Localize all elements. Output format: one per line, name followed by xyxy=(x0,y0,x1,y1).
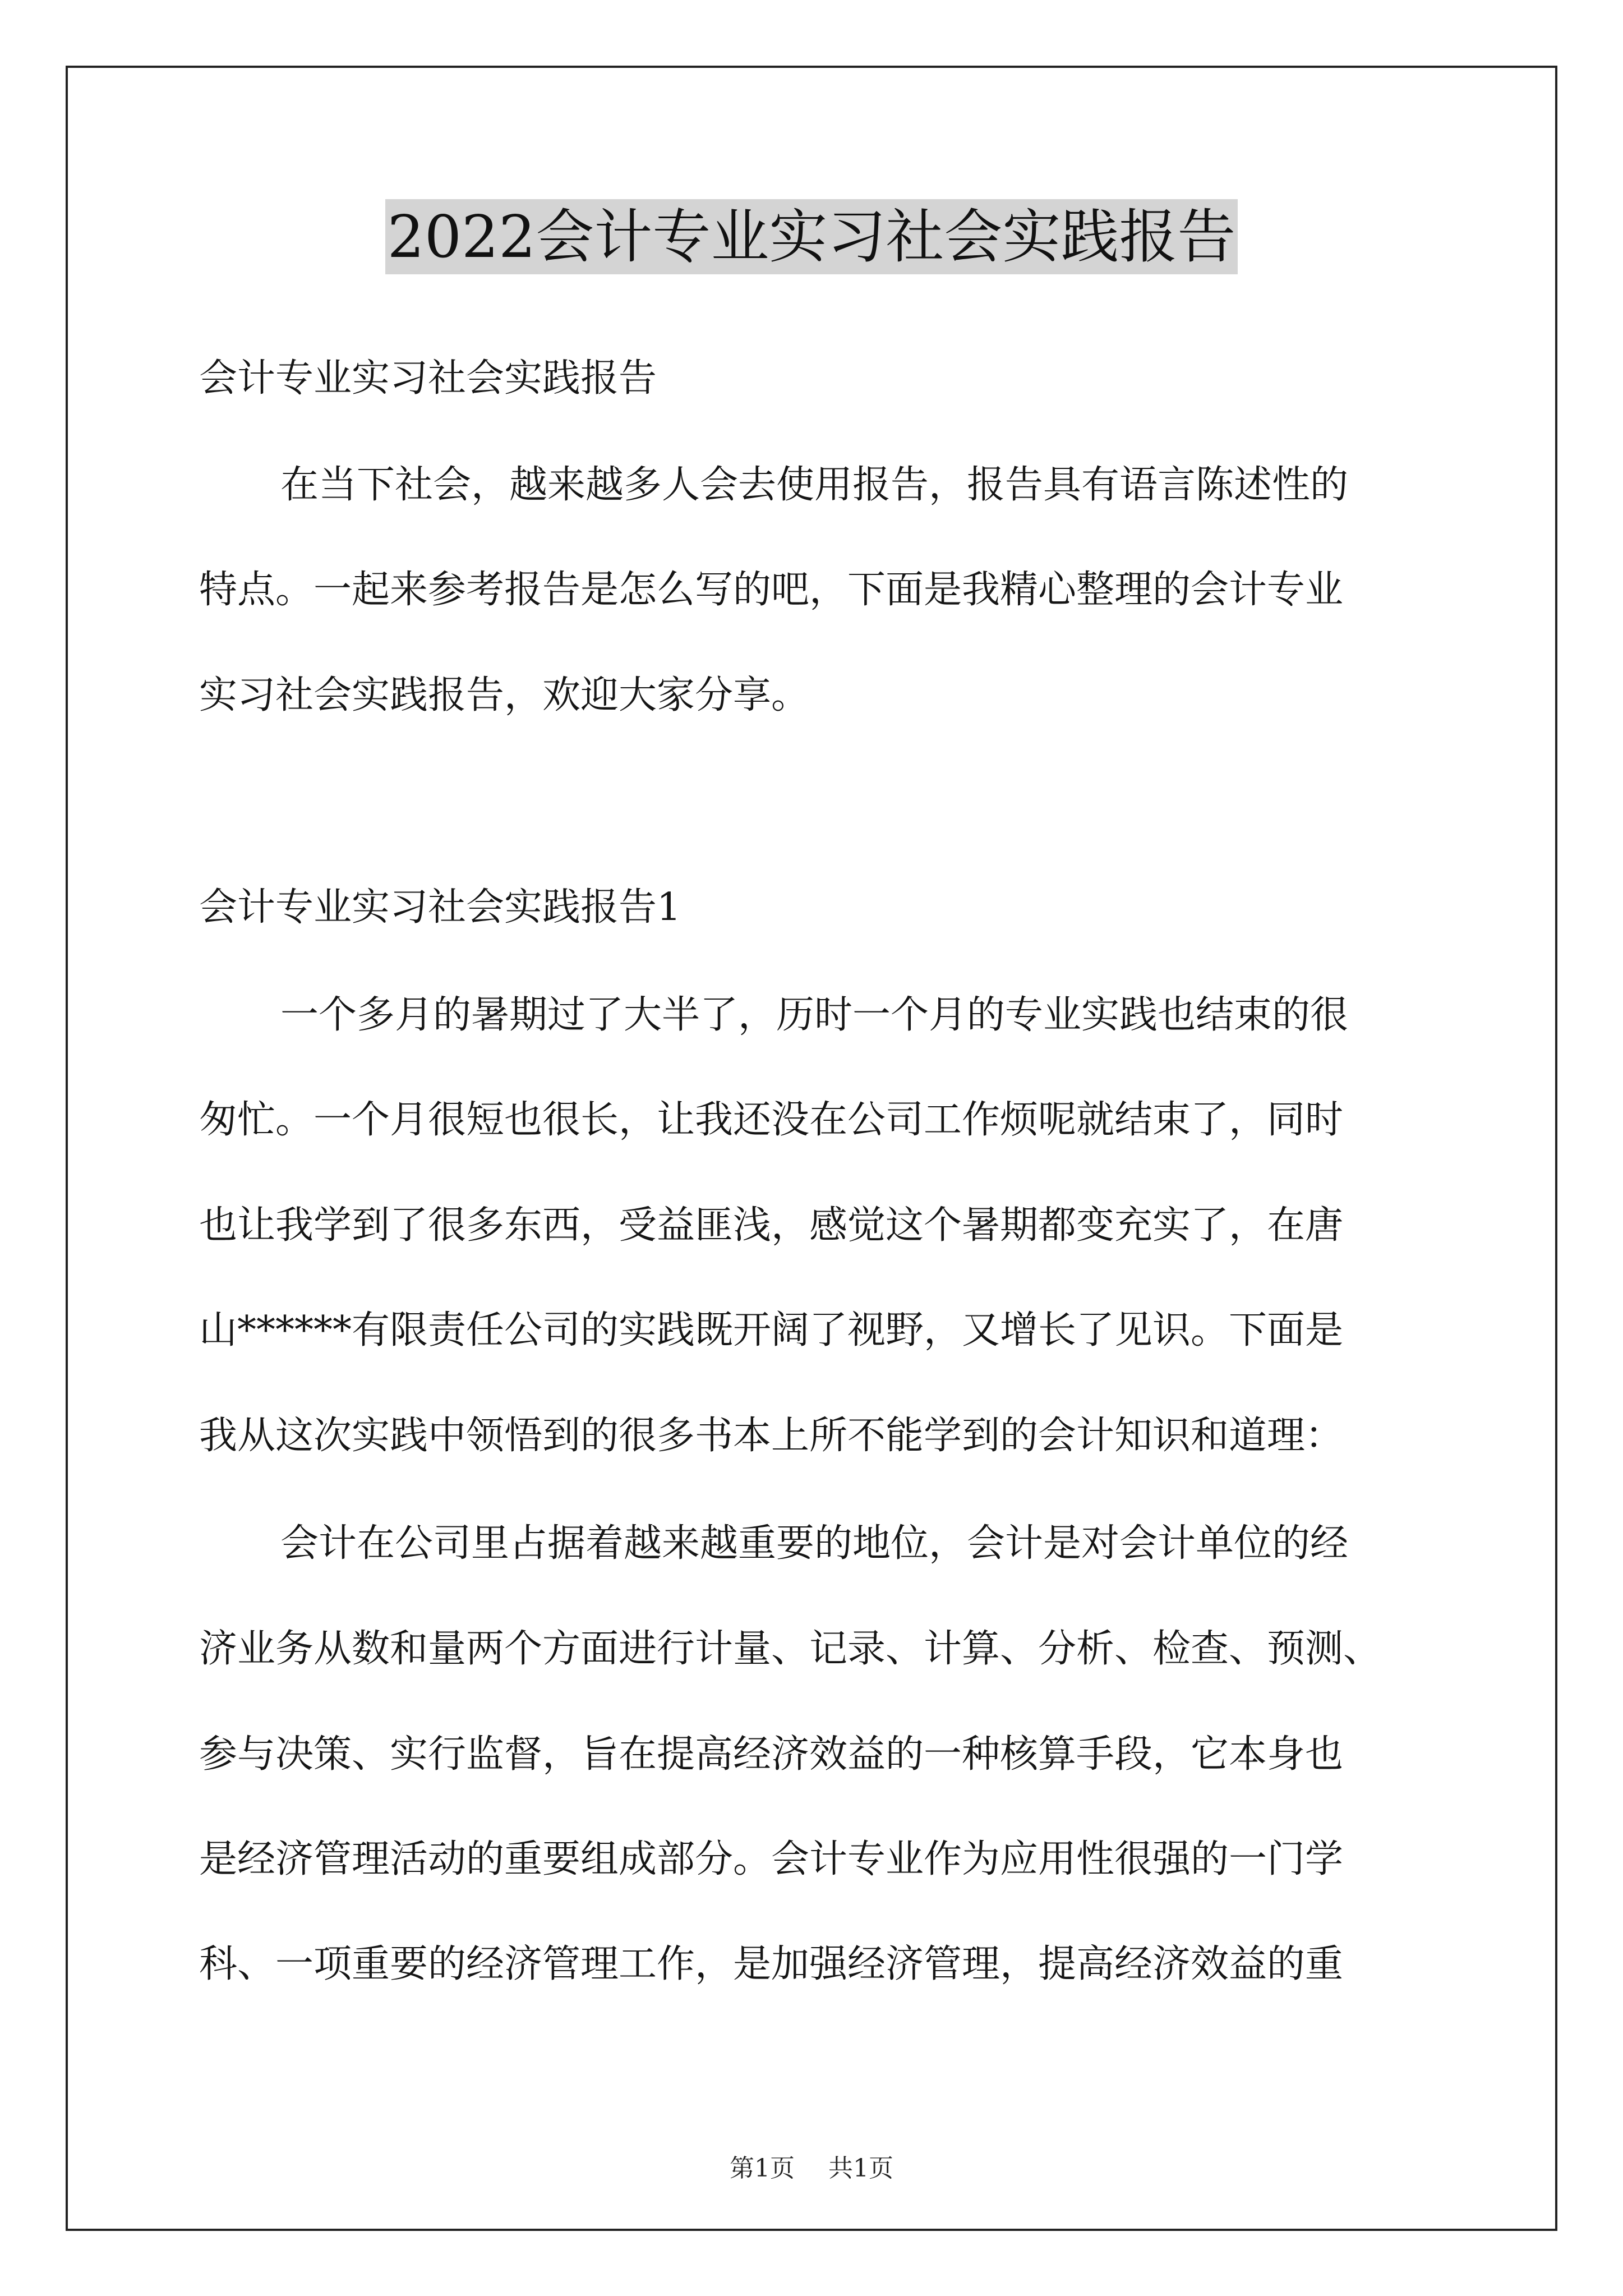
paragraph-line: 一个多月的暑期过了大半了，历时一个月的专业实践也结束的很 xyxy=(280,993,1349,1037)
paragraph-line: 特点。一起来参考报告是怎么写的吧，下面是我精心整理的会计专业 xyxy=(199,568,1344,612)
title-container xyxy=(0,199,1623,274)
subtitle-line: 会计专业实习社会实践报告 xyxy=(199,356,657,401)
paragraph-line: 在当下社会，越来越多人会去使用报告，报告具有语言陈述性的 xyxy=(280,463,1349,507)
document-title: 2022会计专业实习社会实践报告 xyxy=(385,199,1238,274)
paragraph-line: 也让我学到了很多东西，受益匪浅，感觉这个暑期都变充实了，在唐 xyxy=(199,1203,1344,1248)
paragraph-line: 实习社会实践报告，欢迎大家分享。 xyxy=(199,673,810,717)
page-total: 共1页 xyxy=(828,2154,893,2183)
paragraph-line: 匆忙。一个月很短也很长，让我还没在公司工作烦呢就结束了，同时 xyxy=(199,1098,1344,1142)
paragraph-line: 我从这次实践中领悟到的很多书本上所不能学到的会计知识和道理： xyxy=(199,1414,1344,1458)
paragraph-line: 参与决策、实行监督，旨在提高经济效益的一种核算手段，它本身也 xyxy=(199,1732,1344,1777)
section-heading: 会计专业实习社会实践报告1 xyxy=(199,885,681,930)
paragraph-line: 科、一项重要的经济管理工作，是加强经济管理，提高经济效益的重 xyxy=(199,1942,1344,1986)
paragraph-line: 济业务从数和量两个方面进行计量、记录、计算、分析、检查、预测、 xyxy=(199,1627,1382,1671)
paragraph-line: 会计在公司里占据着越来越重要的地位，会计是对会计单位的经 xyxy=(280,1521,1349,1566)
page-number: 第1页 xyxy=(730,2154,795,2183)
page-footer xyxy=(0,2153,1623,2184)
paragraph-line: 是经济管理活动的重要组成部分。会计专业作为应用性很强的一门学 xyxy=(199,1837,1344,1881)
paragraph-line: 山******有限责任公司的实践既开阔了视野，又增长了见识。下面是 xyxy=(199,1308,1344,1352)
